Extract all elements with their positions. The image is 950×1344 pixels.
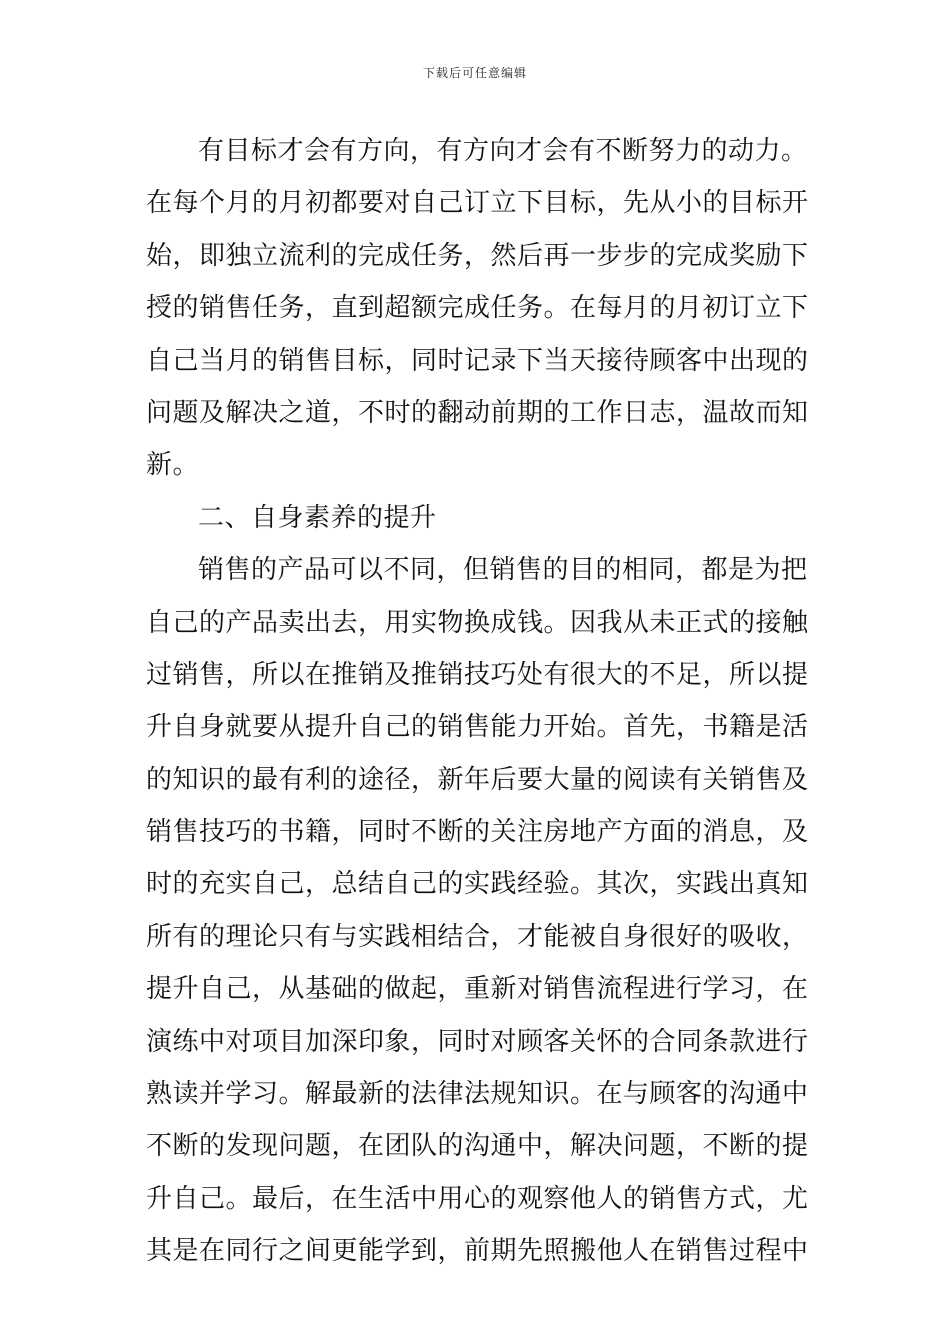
paragraph-line: 其是在同行之间更能学到，前期先照搬他人在销售过程中 (146, 1236, 809, 1267)
paragraph-line: 自己的产品卖出去，用实物换成钱。因我从未正式的接触 (146, 607, 809, 638)
paragraph-line: 提升自己，从基础的做起，重新对销售流程进行学习，在 (146, 974, 809, 1005)
paragraph-line: 新。 (146, 450, 200, 481)
paragraph-line: 授的销售任务，直到超额完成任务。在每月的月初订立下 (146, 293, 809, 324)
paragraph-line: 销售技巧的书籍，同时不断的关注房地产方面的消息，及 (146, 817, 809, 848)
paragraph-line: 升自己。最后，在生活中用心的观察他人的销售方式，尤 (146, 1183, 809, 1214)
paragraph-line: 不断的发现问题，在团队的沟通中，解决问题，不断的提 (146, 1131, 809, 1162)
paragraph-line: 过销售，所以在推销及推销技巧处有很大的不足，所以提 (146, 659, 809, 690)
section-heading: 二、自身素养的提升 (198, 502, 437, 533)
paragraph-line: 有目标才会有方向，有方向才会有不断努力的动力。 (198, 136, 808, 166)
paragraph-line: 始，即独立流利的完成任务，然后再一步步的完成奖励下 (146, 240, 809, 271)
paragraph-line: 自己当月的销售目标，同时记录下当天接待顾客中出现的 (146, 345, 809, 376)
paragraph-line: 熟读并学习。解最新的法律法规知识。在与顾客的沟通中 (146, 1079, 809, 1110)
paragraph-line: 销售的产品可以不同，但销售的目的相同，都是为把 (198, 555, 808, 586)
paragraph-line: 的知识的最有利的途径，新年后要大量的阅读有关销售及 (146, 764, 809, 795)
paragraph-line: 问题及解决之道，不时的翻动前期的工作日志，温故而知 (146, 397, 809, 428)
paragraph-line: 所有的理论只有与实践相结合，才能被自身很好的吸收， (146, 921, 809, 952)
document-body (146, 125, 809, 1278)
paragraph-line: 演练中对项目加深印象，同时对顾客关怀的合同条款进行 (146, 1026, 809, 1057)
page-header-note: 下载后可任意编辑 (422, 66, 527, 80)
paragraph-line: 升自身就要从提升自己的销售能力开始。首先，书籍是活 (146, 712, 809, 743)
paragraph-line: 在每个月的月初都要对自己订立下目标，先从小的目标开 (146, 188, 809, 219)
paragraph-line: 时的充实自己，总结自己的实践经验。其次，实践出真知 (146, 869, 809, 900)
